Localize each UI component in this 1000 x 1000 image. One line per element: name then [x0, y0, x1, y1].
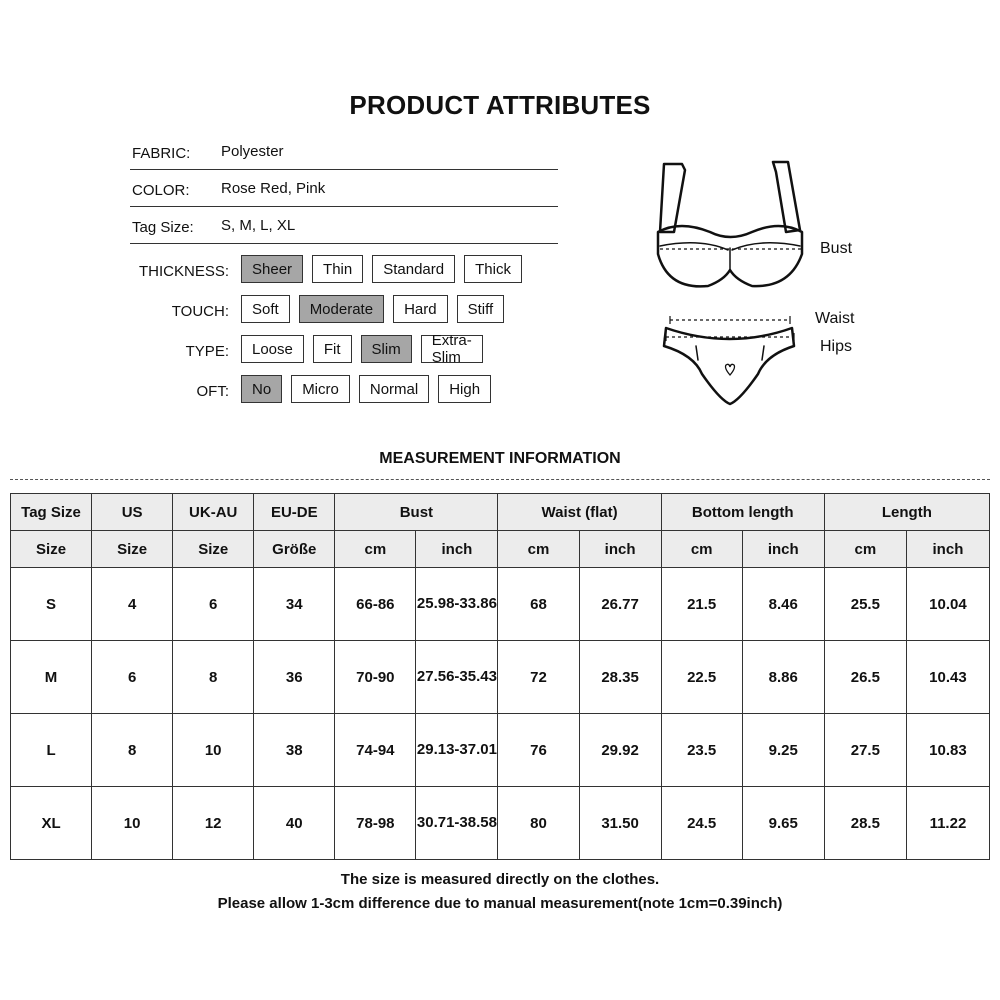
- header-cell: Length: [824, 494, 989, 531]
- option-label: THICKNESS:: [138, 263, 229, 280]
- option-chip: Loose: [241, 335, 304, 363]
- option-chip: Moderate: [299, 295, 384, 323]
- bra-cup-right: [732, 243, 800, 250]
- bra-strap-right: [773, 162, 800, 232]
- option-chips: [241, 375, 491, 403]
- header-cell: UK-AU: [173, 494, 254, 531]
- table-cell: 26.77: [579, 568, 661, 641]
- header-cell: Size: [173, 531, 254, 568]
- page-title: PRODUCT ATTRIBUTES: [349, 90, 651, 120]
- option-chip: Thick: [464, 255, 522, 283]
- attr-color: [130, 170, 558, 207]
- table-cell: 80: [498, 787, 579, 860]
- table-cell: 8: [173, 641, 254, 714]
- table-cell: 28.35: [579, 641, 661, 714]
- table-cell: 40: [254, 787, 335, 860]
- table-row: [11, 568, 990, 641]
- table-cell: 25.5: [824, 568, 906, 641]
- option-label: TYPE:: [185, 343, 229, 360]
- header-cell: Bottom length: [661, 494, 824, 531]
- table-cell: 10: [92, 787, 173, 860]
- header-cell: cm: [824, 531, 906, 568]
- note-difference: Please allow 1-3cm difference due to manual measurement(note 1cm=0.39inch): [217, 895, 783, 912]
- attr-label: Tag Size:: [132, 219, 194, 236]
- header-cell: cm: [335, 531, 416, 568]
- table-cell: 22.5: [661, 641, 742, 714]
- table-row: [11, 787, 990, 860]
- header-cell: US: [92, 494, 173, 531]
- heart-icon: [726, 364, 735, 375]
- attr-value: Rose Red, Pink: [221, 180, 326, 197]
- table-cell: 27.5: [824, 714, 906, 787]
- header-cell: inch: [416, 531, 498, 568]
- option-chips: [241, 255, 522, 283]
- table-cell: 11.22: [906, 787, 989, 860]
- option-chip: Normal: [359, 375, 429, 403]
- table-cell: 10.83: [906, 714, 989, 787]
- measurement-title: MEASUREMENT INFORMATION: [379, 450, 621, 467]
- table-cell: 76: [498, 714, 579, 787]
- table-cell: 10.43: [906, 641, 989, 714]
- header-cell: Size: [92, 531, 173, 568]
- table-cell: 36: [254, 641, 335, 714]
- table-cell: 78-98: [335, 787, 416, 860]
- table-cell: 66-86: [335, 568, 416, 641]
- table-cell: 8: [92, 714, 173, 787]
- note-measured: The size is measured directly on the clothes.: [340, 871, 660, 888]
- header-cell: inch: [906, 531, 989, 568]
- table-cell: 30.71-38.58: [416, 787, 498, 860]
- option-label: OFT:: [196, 383, 229, 400]
- attr-label: COLOR:: [132, 182, 190, 199]
- option-chip: Soft: [241, 295, 290, 323]
- bra-cup-left: [660, 243, 728, 250]
- table-cell: 10.04: [906, 568, 989, 641]
- header-cell: Size: [11, 531, 92, 568]
- table-row: [11, 714, 990, 787]
- table-cell: 6: [173, 568, 254, 641]
- table-cell: 72: [498, 641, 579, 714]
- table-cell: 9.65: [742, 787, 824, 860]
- header-cell: EU-DE: [254, 494, 335, 531]
- option-chip: Standard: [372, 255, 455, 283]
- table-header-row: [11, 494, 990, 531]
- table-cell: 6: [92, 641, 173, 714]
- header-cell: cm: [498, 531, 579, 568]
- bottom-left-panel: [696, 346, 698, 360]
- attr-tag-size: [130, 207, 558, 244]
- table-cell: S: [11, 568, 92, 641]
- table-cell: 10: [173, 714, 254, 787]
- option-chips: [241, 332, 483, 366]
- table-cell: 68: [498, 568, 579, 641]
- table-cell: 38: [254, 714, 335, 787]
- attr-value: Polyester: [221, 143, 284, 160]
- table-cell: 29.13-37.01: [416, 714, 498, 787]
- table-cell: 27.56-35.43: [416, 641, 498, 714]
- table-subheader-row: [11, 531, 990, 568]
- bottom-right-panel: [762, 346, 764, 360]
- option-chip: Hard: [393, 295, 448, 323]
- table-cell: 26.5: [824, 641, 906, 714]
- header-cell: inch: [579, 531, 661, 568]
- option-chip: Slim: [361, 335, 412, 363]
- header-cell: Waist (flat): [498, 494, 661, 531]
- size-table: [10, 493, 990, 860]
- bust-label: Bust: [820, 240, 853, 257]
- header-cell: inch: [742, 531, 824, 568]
- waist-label: Waist: [815, 310, 855, 327]
- option-chip: No: [241, 375, 282, 403]
- dashed-divider: [10, 479, 990, 480]
- table-cell: 29.92: [579, 714, 661, 787]
- option-chip: Fit: [313, 335, 352, 363]
- header-cell: cm: [661, 531, 742, 568]
- table-cell: 12: [173, 787, 254, 860]
- table-cell: 70-90: [335, 641, 416, 714]
- attr-fabric: [130, 133, 558, 170]
- header-cell: Tag Size: [11, 494, 92, 531]
- table-cell: 9.25: [742, 714, 824, 787]
- table-cell: 25.98-33.86: [416, 568, 498, 641]
- table-cell: 31.50: [579, 787, 661, 860]
- table-cell: 23.5: [661, 714, 742, 787]
- option-chip: High: [438, 375, 491, 403]
- header-cell: Bust: [335, 494, 498, 531]
- option-chip: Thin: [312, 255, 363, 283]
- table-cell: 34: [254, 568, 335, 641]
- table-cell: L: [11, 714, 92, 787]
- bra-strap-left: [660, 164, 685, 232]
- table-cell: 8.86: [742, 641, 824, 714]
- table-cell: XL: [11, 787, 92, 860]
- option-chip: Sheer: [241, 255, 303, 283]
- header-cell: Größe: [254, 531, 335, 568]
- option-chips: [241, 295, 504, 323]
- table-cell: 8.46: [742, 568, 824, 641]
- table-cell: 4: [92, 568, 173, 641]
- table-cell: 28.5: [824, 787, 906, 860]
- option-chip: Stiff: [457, 295, 505, 323]
- table-cell: 74-94: [335, 714, 416, 787]
- bikini-diagram: [640, 150, 820, 410]
- table-cell: M: [11, 641, 92, 714]
- attr-label: FABRIC:: [132, 145, 191, 162]
- table-cell: 24.5: [661, 787, 742, 860]
- option-chip: Extra-Slim: [421, 335, 483, 363]
- table-row: [11, 641, 990, 714]
- hips-label: Hips: [820, 338, 853, 355]
- table-cell: 21.5: [661, 568, 742, 641]
- option-label: TOUCH:: [171, 303, 229, 320]
- option-chip: Micro: [291, 375, 350, 403]
- attr-value: S, M, L, XL: [221, 217, 296, 234]
